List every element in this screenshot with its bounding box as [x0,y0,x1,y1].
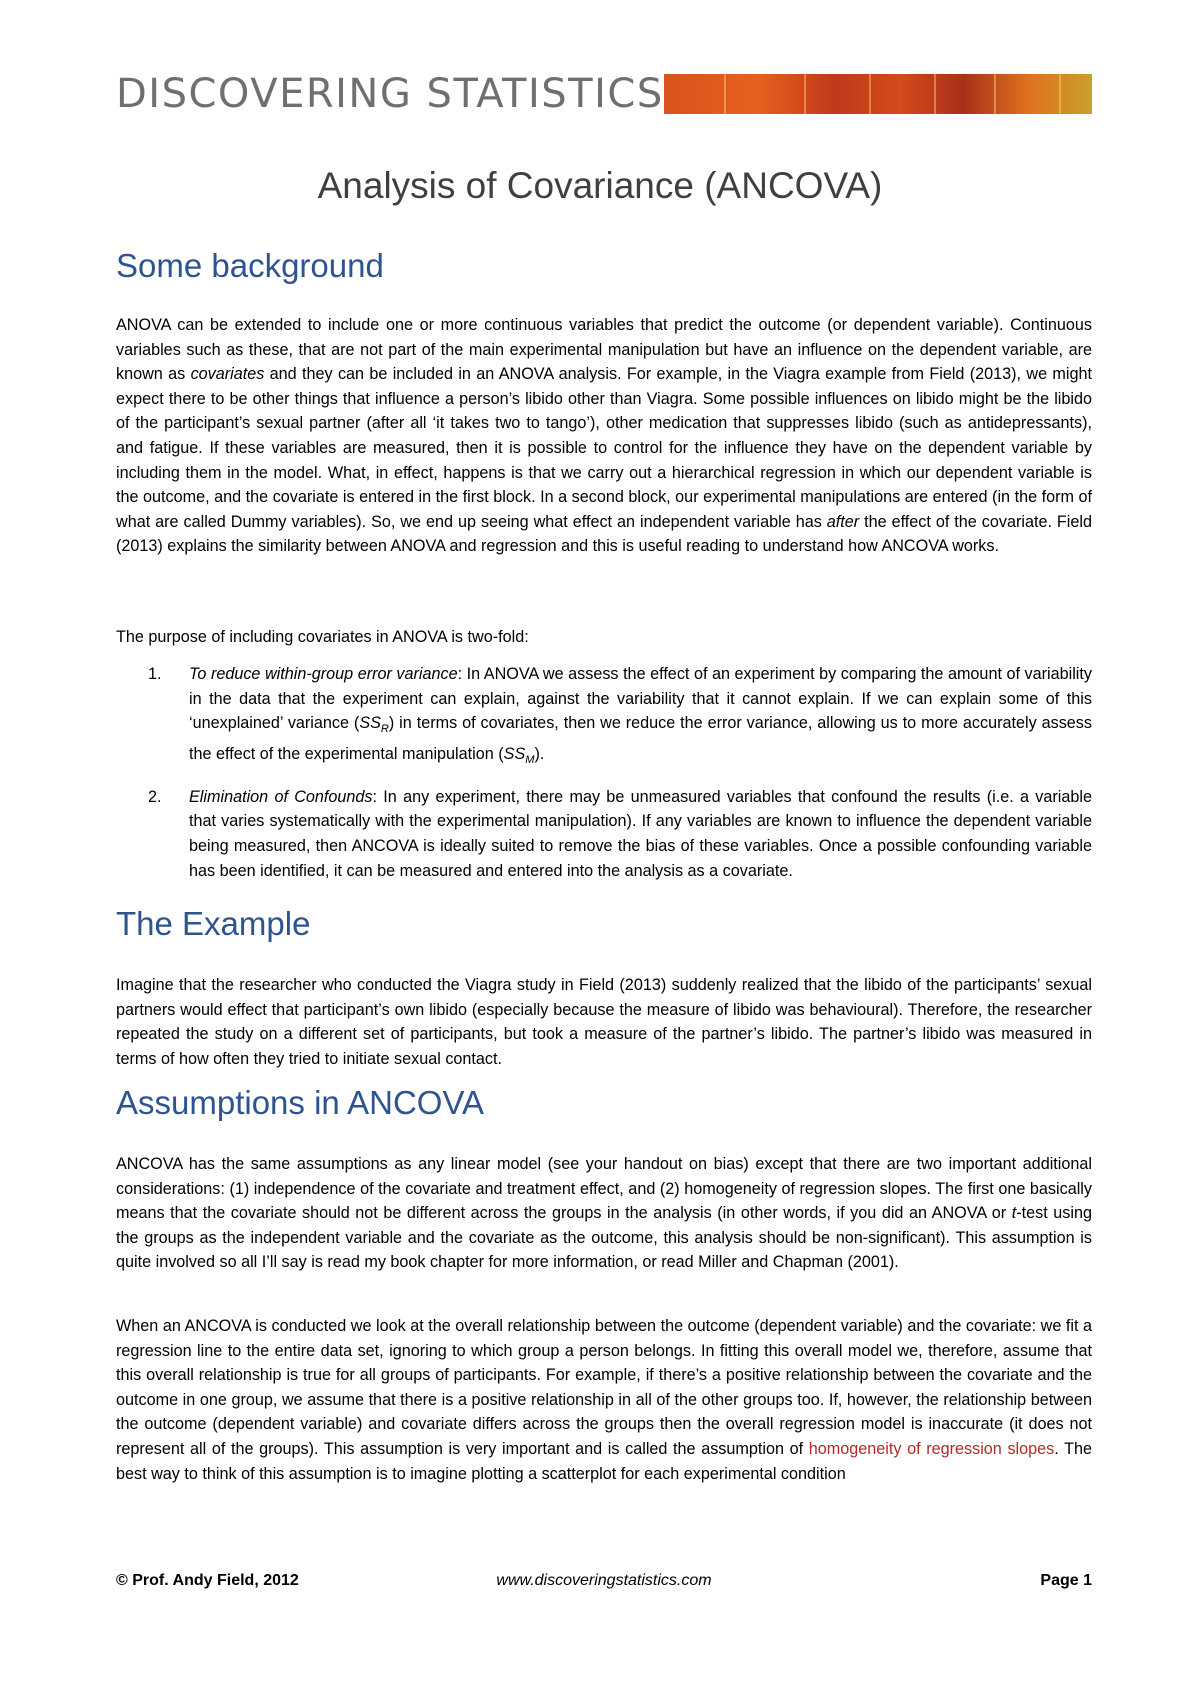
list-item: 1. To reduce within-group error variance: In ANOVA we assess the effect of an experiment by comparing the amount of variability in the data that the experiment can explain, against the variability that it cannot explain. If we can explain some of this ‘unexplained’ variance $(SS_R)$ in terms of covariates, then we reduce the error variance, allowing us to more accurately assess the effect of the experimental manipulation $(SS_M)$. [148,665,1092,767]
list-item: 2. Elimination of Confounds: In any experiment, there may be unmeasured variables that confound the results (i.e. a variable that varies systematically with the experimental manipulation). If any variables are known to influence the dependent variable being measured, then ANCOVA is ideally suited to remove the bias of these variables. Once a possible confounding variable has been identified, it can be measured and entered into the analysis as a covariate. [148,787,1092,880]
footer-url: www.discoveringstatistics.com [496,1572,712,1589]
paragraph-example: Imagine that the researcher who conducted the Viagra study in Field (2013) suddenly realized that the libido of the participants’ sexual partners would effect that participant’s own libido (especially because the measure of libido was behavioural). Therefore, the researcher repeated the study on a different set of participants, but took a measure of the partner’s libido. The partner’s libido was measured in terms of how often they tried to initiate sexual contact. [116,976,1092,1068]
paragraph-assumptions-2: When an ANCOVA is conducted we look at the overall relationship between the outcome (dependent variable) and the covariate: we fit a regression line to the entire data set, ignoring to which group a person belongs. In fitting this overall model we, therefore, assume that this overall relationship is true for all groups of participants. For example, if there’s a positive relationship between the covariate and the outcome in one group, we assume that there is a positive relationship in all of the other groups too. If, however, the relationship between the outcome (dependent variable) and covariate differs across the groups then the overall regression model is inaccurate (it does not represent all of the groups). This assumption is very important and is called the assumption of homogeneity of regression slopes. The best way to think of this assumption is to imagine plotting a scatterplot for each experimental condition [116,1317,1092,1483]
purpose-list [148,662,1092,895]
banner-title: DISCOVERING STATISTICS [116,71,664,117]
heading-some-background: Some background [116,247,384,284]
paragraph-background-2: The purpose of including covariates in ANOVA is two-fold: [116,628,529,646]
page-footer [116,1568,1092,1594]
footer-copyright: © Prof. Andy Field, 2012 [116,1572,299,1589]
banner-graphic [664,74,1092,114]
footer-page-number: Page 1 [1040,1572,1092,1589]
paragraph-background-1: ANOVA can be extended to include one or more continuous variables that predict the outcome (or dependent variable). Continuous variables such as these, that are not part of the main experimental manipulation but have an influence on the dependent variable, are known as covariates and they can be included in an ANOVA analysis. For example, in the Viagra example from Field (2013), we might expect there to be other things that influence a person’s libido other than Viagra. Some possible influences on libido might be the libido of the participant’s sexual partner (after all ‘it takes two to tango’), other medication that suppresses libido (such as antidepressants), and fatigue. If these variables are measured, then it is possible to control for the influence they have on the dependent variable by including them in the model. What, in effect, happens is that we carry out a hierarchical regression in which our dependent variable is the outcome, and the covariate is entered in the first block. In a second block, our experimental manipulations are entered (in the form of what are called Dummy variables). So, we end up seeing what effect an independent variable has after the effect of the covariate. Field (2013) explains the similarity between ANOVA and regression and this is useful reading to understand how ANCOVA works. [116,316,1092,556]
heading-the-example: The Example [116,905,311,942]
heading-assumptions: Assumptions in ANCOVA [116,1084,485,1121]
homogeneity-link[interactable]: homogeneity of regression slopes [808,1439,1055,1458]
page-title: Analysis of Covariance (ANCOVA) [317,165,883,206]
paragraph-assumptions-1: ANCOVA has the same assumptions as any linear model (see your handout on bias) except that there are two important additional considerations: (1) independence of the covariate and treatment effect, and (2) homogeneity of regression slopes. The first one basically means that the covariate should not be different across the groups in the analysis (in other words, if you did an ANOVA or t-test using the groups as the independent variable and the covariate as the outcome, this analysis should be non-significant). This assumption is quite involved so all I’ll say is read my book chapter for more information, or read Miller and Chapman (2001). [116,1155,1092,1272]
